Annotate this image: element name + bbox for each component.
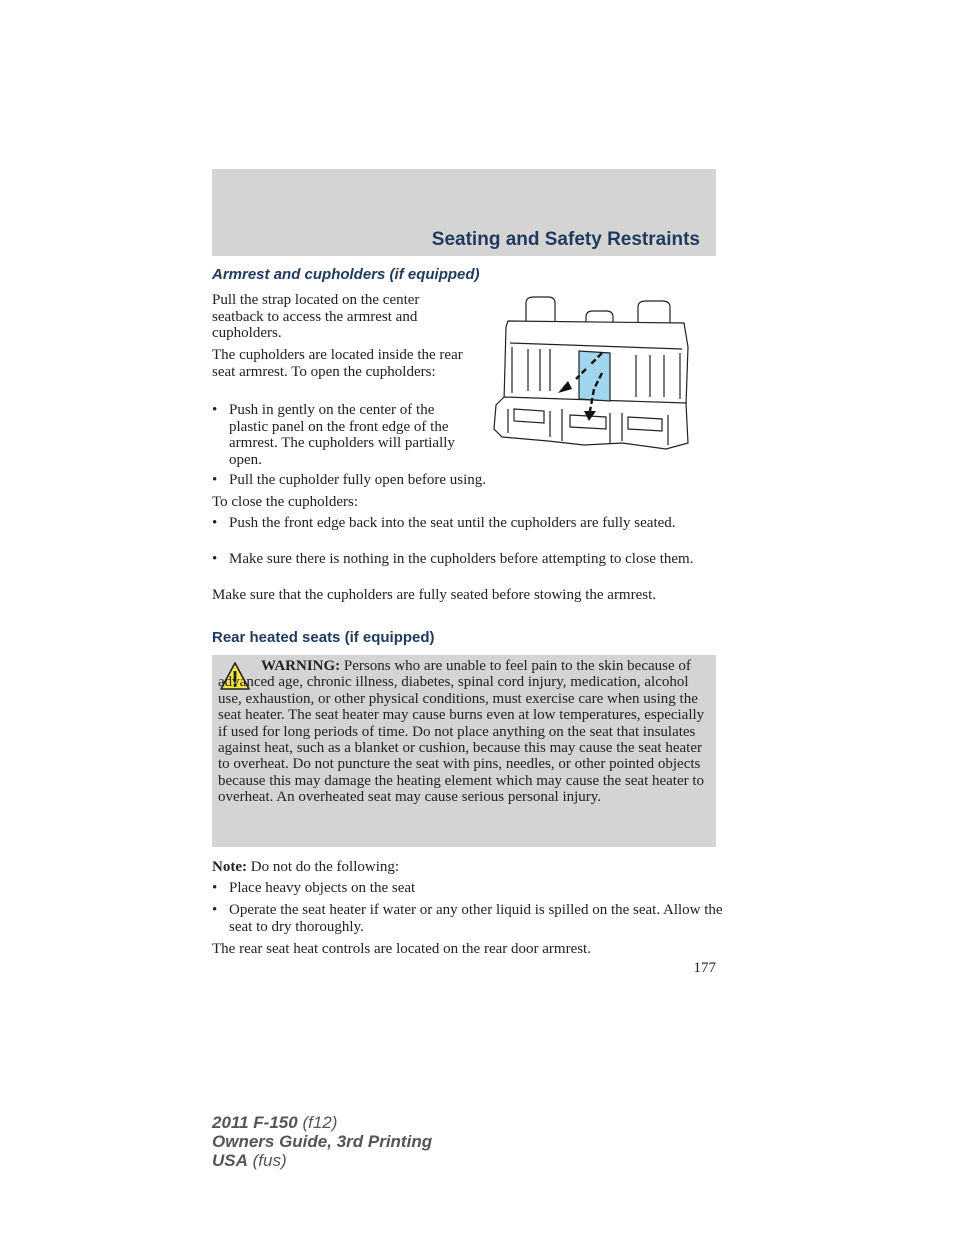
rear-seat-armrest-illustration	[488, 293, 694, 453]
note-text: Do not do the following:	[250, 859, 400, 875]
heated-seats-heading: Rear heated seats (if equipped)	[212, 629, 435, 646]
warning-label: WARNING:	[261, 658, 341, 674]
warning-box	[212, 655, 716, 847]
heated-bullet-2: • Operate the seat heater if water or any other liquid is spilled on the seat. Allow the seat to dry thoroughly.	[212, 902, 729, 935]
document-footer	[212, 1113, 432, 1170]
armrest-paragraph-2: The cupholders are located inside the rear seat armrest. To open the cupholders:	[212, 347, 463, 380]
open-bullet-2: • Pull the cupholder fully open before using.	[212, 472, 729, 489]
section-title: Seating and Safety Restraints	[431, 229, 700, 250]
footer-model: 2011 F-150	[212, 1113, 298, 1132]
close-bullet-1: • Push the front edge back into the seat until the cupholders are fully seated.	[212, 515, 729, 532]
heated-bullet-1: • Place heavy objects on the seat	[212, 880, 729, 897]
page-number: 177	[693, 960, 716, 976]
note-line	[212, 859, 712, 876]
heat-controls-paragraph: The rear seat heat controls are located on the rear door armrest.	[212, 941, 591, 957]
armrest-paragraph-4: Make sure that the cupholders are fully seated before stowing the armrest.	[212, 587, 657, 603]
armrest-paragraph-1: Pull the strap located on the center seatback to access the armrest and cupholders.	[212, 292, 420, 341]
footer-model-code: (f12)	[302, 1113, 338, 1132]
footer-region: USA	[212, 1151, 248, 1170]
warning-text	[218, 658, 708, 806]
note-label: Note:	[212, 859, 247, 875]
close-bullet-2: • Make sure there is nothing in the cupholders before attempting to close them.	[212, 551, 729, 568]
warning-body: Persons who are unable to feel pain to the skin because of advanced age, chronic illness, diabetes, spinal cord injury, medication, alcohol use, exhaustion, or other physical conditions, must exercise care when using the seat heater. The seat heater may cause burns even at low temperatures, especially if used for long periods of time. Do not place anything on the seat that insulates against heat, such as a blanket or cushion, because this may cause the seat heater to overheat. Do not puncture the seat with pins, needles, or other pointed objects because this may damage the heating element which may cause the seat heater to overheat. An overheated seat may cause serious personal injury.	[218, 658, 705, 806]
close-intro: To close the cupholders:	[212, 494, 358, 510]
open-bullet-1: • Push in gently on the center of the plastic panel on the front edge of the armrest. The cupholders will partially open.	[212, 402, 467, 468]
section-header-band	[212, 169, 716, 256]
footer-region-code: (fus)	[252, 1151, 287, 1170]
armrest-heading: Armrest and cupholders (if equipped)	[212, 266, 480, 283]
footer-edition: Owners Guide, 3rd Printing	[212, 1132, 433, 1151]
